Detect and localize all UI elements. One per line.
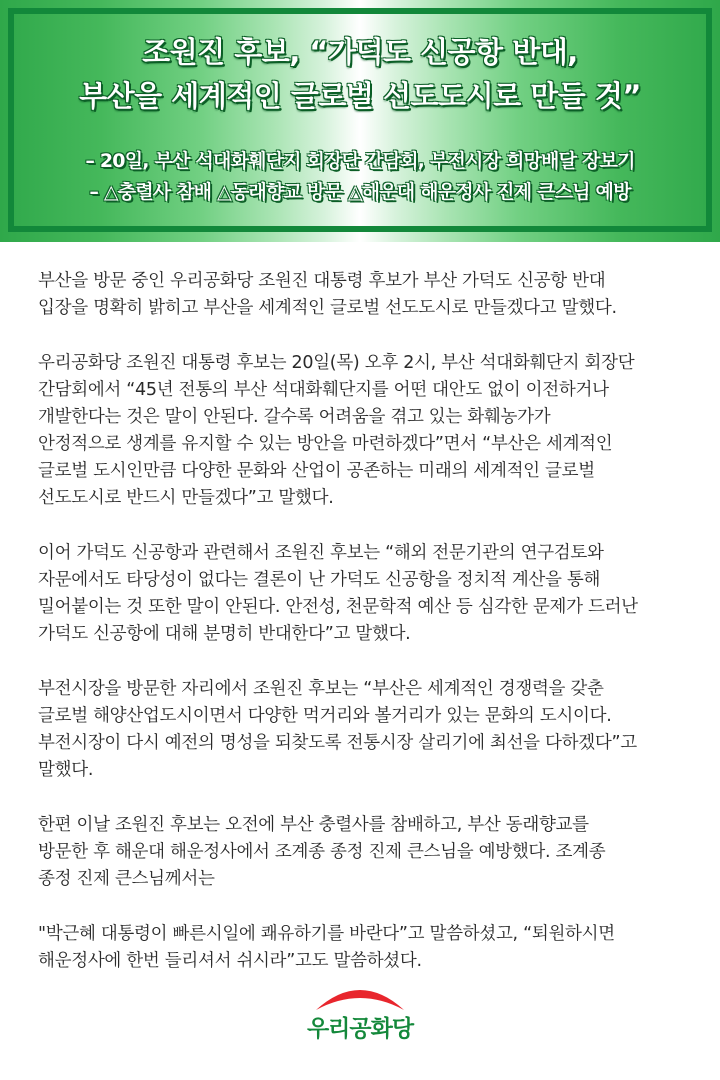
text-line: 부전시장이 다시 예전의 명성을 되찾도록 전통시장 살리기에 최선을 다하겠다”고	[38, 733, 637, 753]
text-line: 부전시장을 방문한 자리에서 조원진 후보는 “부산은 세계적인 경쟁력을 갖춘	[38, 679, 604, 699]
headline-line-2: 부산을 세계적인 글로벌 선도도시로 만들 것”	[79, 79, 641, 113]
text-line: 우리공화당 조원진 대통령 후보는 20일(목) 오후 2시, 부산 석대화훼단지 회장단	[38, 353, 635, 373]
text-line: 해운정사에 한번 들리셔서 쉬시라”고도 말씀하셨다.	[38, 951, 422, 971]
text-line: 입장을 명확히 밝히고 부산을 세계적인 글로벌 선도도시로 만들겠다고 말했다.	[38, 298, 617, 318]
text-line: 부산을 방문 중인 우리공화당 조원진 대통령 후보가 부산 가덕도 신공항 반대	[38, 271, 606, 291]
text-line: 이어 가덕도 신공항과 관련해서 조원진 후보는 “해외 전문기관의 연구검토와	[38, 543, 604, 563]
text-line: 개발한다는 것은 말이 안된다. 갈수록 어려움을 겪고 있는 화훼농가가	[38, 407, 551, 427]
subheadline-line-2: – △충렬사 참배 △동래향교 방문 △해운대 해운정사 진제 큰스님 예방	[89, 181, 631, 203]
party-logo	[300, 980, 420, 1050]
paragraph	[38, 921, 688, 975]
text-line: 자문에서도 타당성이 없다는 결론이 난 가덕도 신공항을 정치적 계산을 통해	[38, 570, 601, 590]
logo-arc-icon	[310, 980, 410, 1014]
text-line: 글로벌 해양산업도시이면서 다양한 먹거리와 볼거리가 있는 문화의 도시이다.	[38, 706, 612, 726]
text-line: 글로벌 도시인만큼 다양한 문화와 산업이 공존하는 미래의 세계적인 글로벌	[38, 461, 595, 481]
text-line: 선도도시로 반드시 만들겠다”고 말했다.	[38, 488, 334, 508]
text-line: 가덕도 신공항에 대해 분명히 반대한다”고 말했다.	[38, 624, 411, 644]
paragraph	[38, 268, 688, 322]
paragraph	[38, 812, 688, 893]
text-line: 종정 진제 큰스님께서는	[38, 869, 215, 889]
text-line: "박근혜 대통령이 빠른시일에 쾌유하기를 바란다”고 말씀하셨고, “퇴원하시면	[38, 924, 615, 944]
text-line: 안정적으로 생계를 유지할 수 있는 방안을 마련하겠다”면서 “부산은 세계적인	[38, 434, 613, 454]
article-body	[38, 268, 688, 1003]
text-line: 밀어붙이는 것 또한 말이 안된다. 안전성, 천문학적 예산 등 심각한 문제가 드러난	[38, 597, 638, 617]
paragraph	[38, 540, 688, 648]
text-line: 간담회에서 “45년 전통의 부산 석대화훼단지를 어떤 대안도 없이 이전하거나	[38, 380, 609, 400]
text-line: 한편 이날 조원진 후보는 오전에 부산 충렬사를 참배하고, 부산 동래향교를	[38, 815, 589, 835]
headline-line-1: 조원진 후보, “가덕도 신공항 반대,	[142, 35, 578, 69]
subheadline-line-1: – 20일, 부산 석대화훼단지 회장단 간담회, 부전시장 희망배달 장보기	[85, 150, 635, 172]
paragraph	[38, 676, 688, 784]
paragraph	[38, 350, 688, 512]
text-line: 말했다.	[38, 760, 94, 780]
text-line: 방문한 후 해운대 해운정사에서 조계종 종정 진제 큰스님을 예방했다. 조계종	[38, 842, 606, 862]
header-banner	[0, 0, 720, 242]
logo-text: 우리공화당	[306, 1016, 414, 1042]
